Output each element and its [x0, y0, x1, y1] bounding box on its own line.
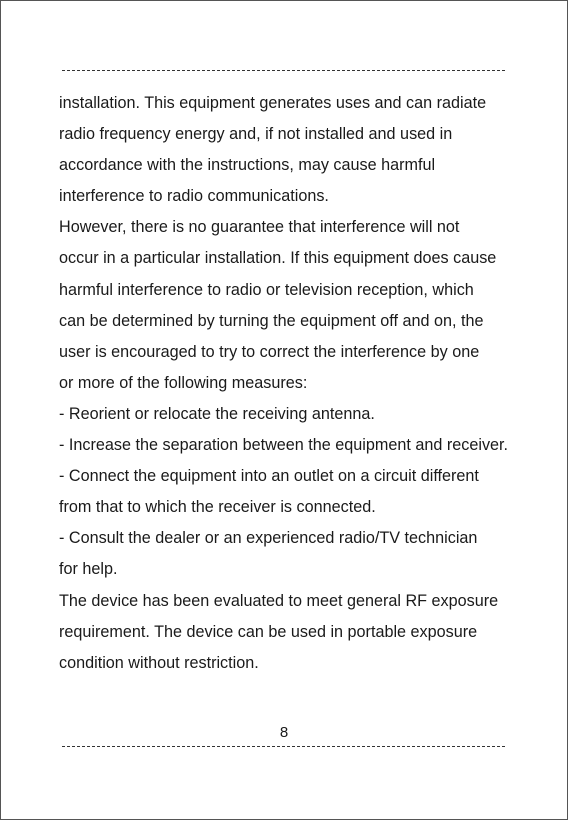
top-dashed-divider — [62, 70, 505, 71]
text-line: user is encouraged to try to correct the interference by one — [59, 342, 480, 361]
text-line: The device has been evaluated to meet general RF exposure — [59, 591, 499, 610]
text-line: - Consult the dealer or an experienced radio/TV technician — [59, 529, 478, 548]
text-line: - Connect the equipment into an outlet on a circuit different — [59, 467, 479, 486]
text-line: interference to radio communications. — [59, 187, 329, 206]
text-line: occur in a particular installation. If this equipment does cause — [59, 249, 497, 268]
page-number: 8 — [279, 724, 289, 741]
text-line: harmful interference to radio or television reception, which — [59, 280, 474, 299]
text-line: condition without restriction. — [59, 653, 259, 672]
text-line: - Reorient or relocate the receiving antenna. — [59, 404, 375, 423]
text-line: from that to which the receiver is connected. — [59, 498, 376, 517]
text-line: radio frequency energy and, if not installed and used in — [59, 125, 453, 144]
text-line: or more of the following measures: — [59, 373, 308, 392]
text-line: However, there is no guarantee that interference will not — [59, 218, 460, 237]
text-line: for help. — [59, 560, 118, 579]
text-line: requirement. The device can be used in portable exposure — [59, 622, 478, 641]
bottom-dashed-divider — [62, 746, 505, 747]
text-line: installation. This equipment generates uses and can radiate — [59, 94, 487, 112]
text-line: - Increase the separation between the equipment and receiver. — [59, 436, 509, 455]
text-line: accordance with the instructions, may cause harmful — [59, 156, 436, 175]
body-text — [59, 88, 529, 679]
text-line: can be determined by turning the equipment off and on, the — [59, 311, 484, 330]
